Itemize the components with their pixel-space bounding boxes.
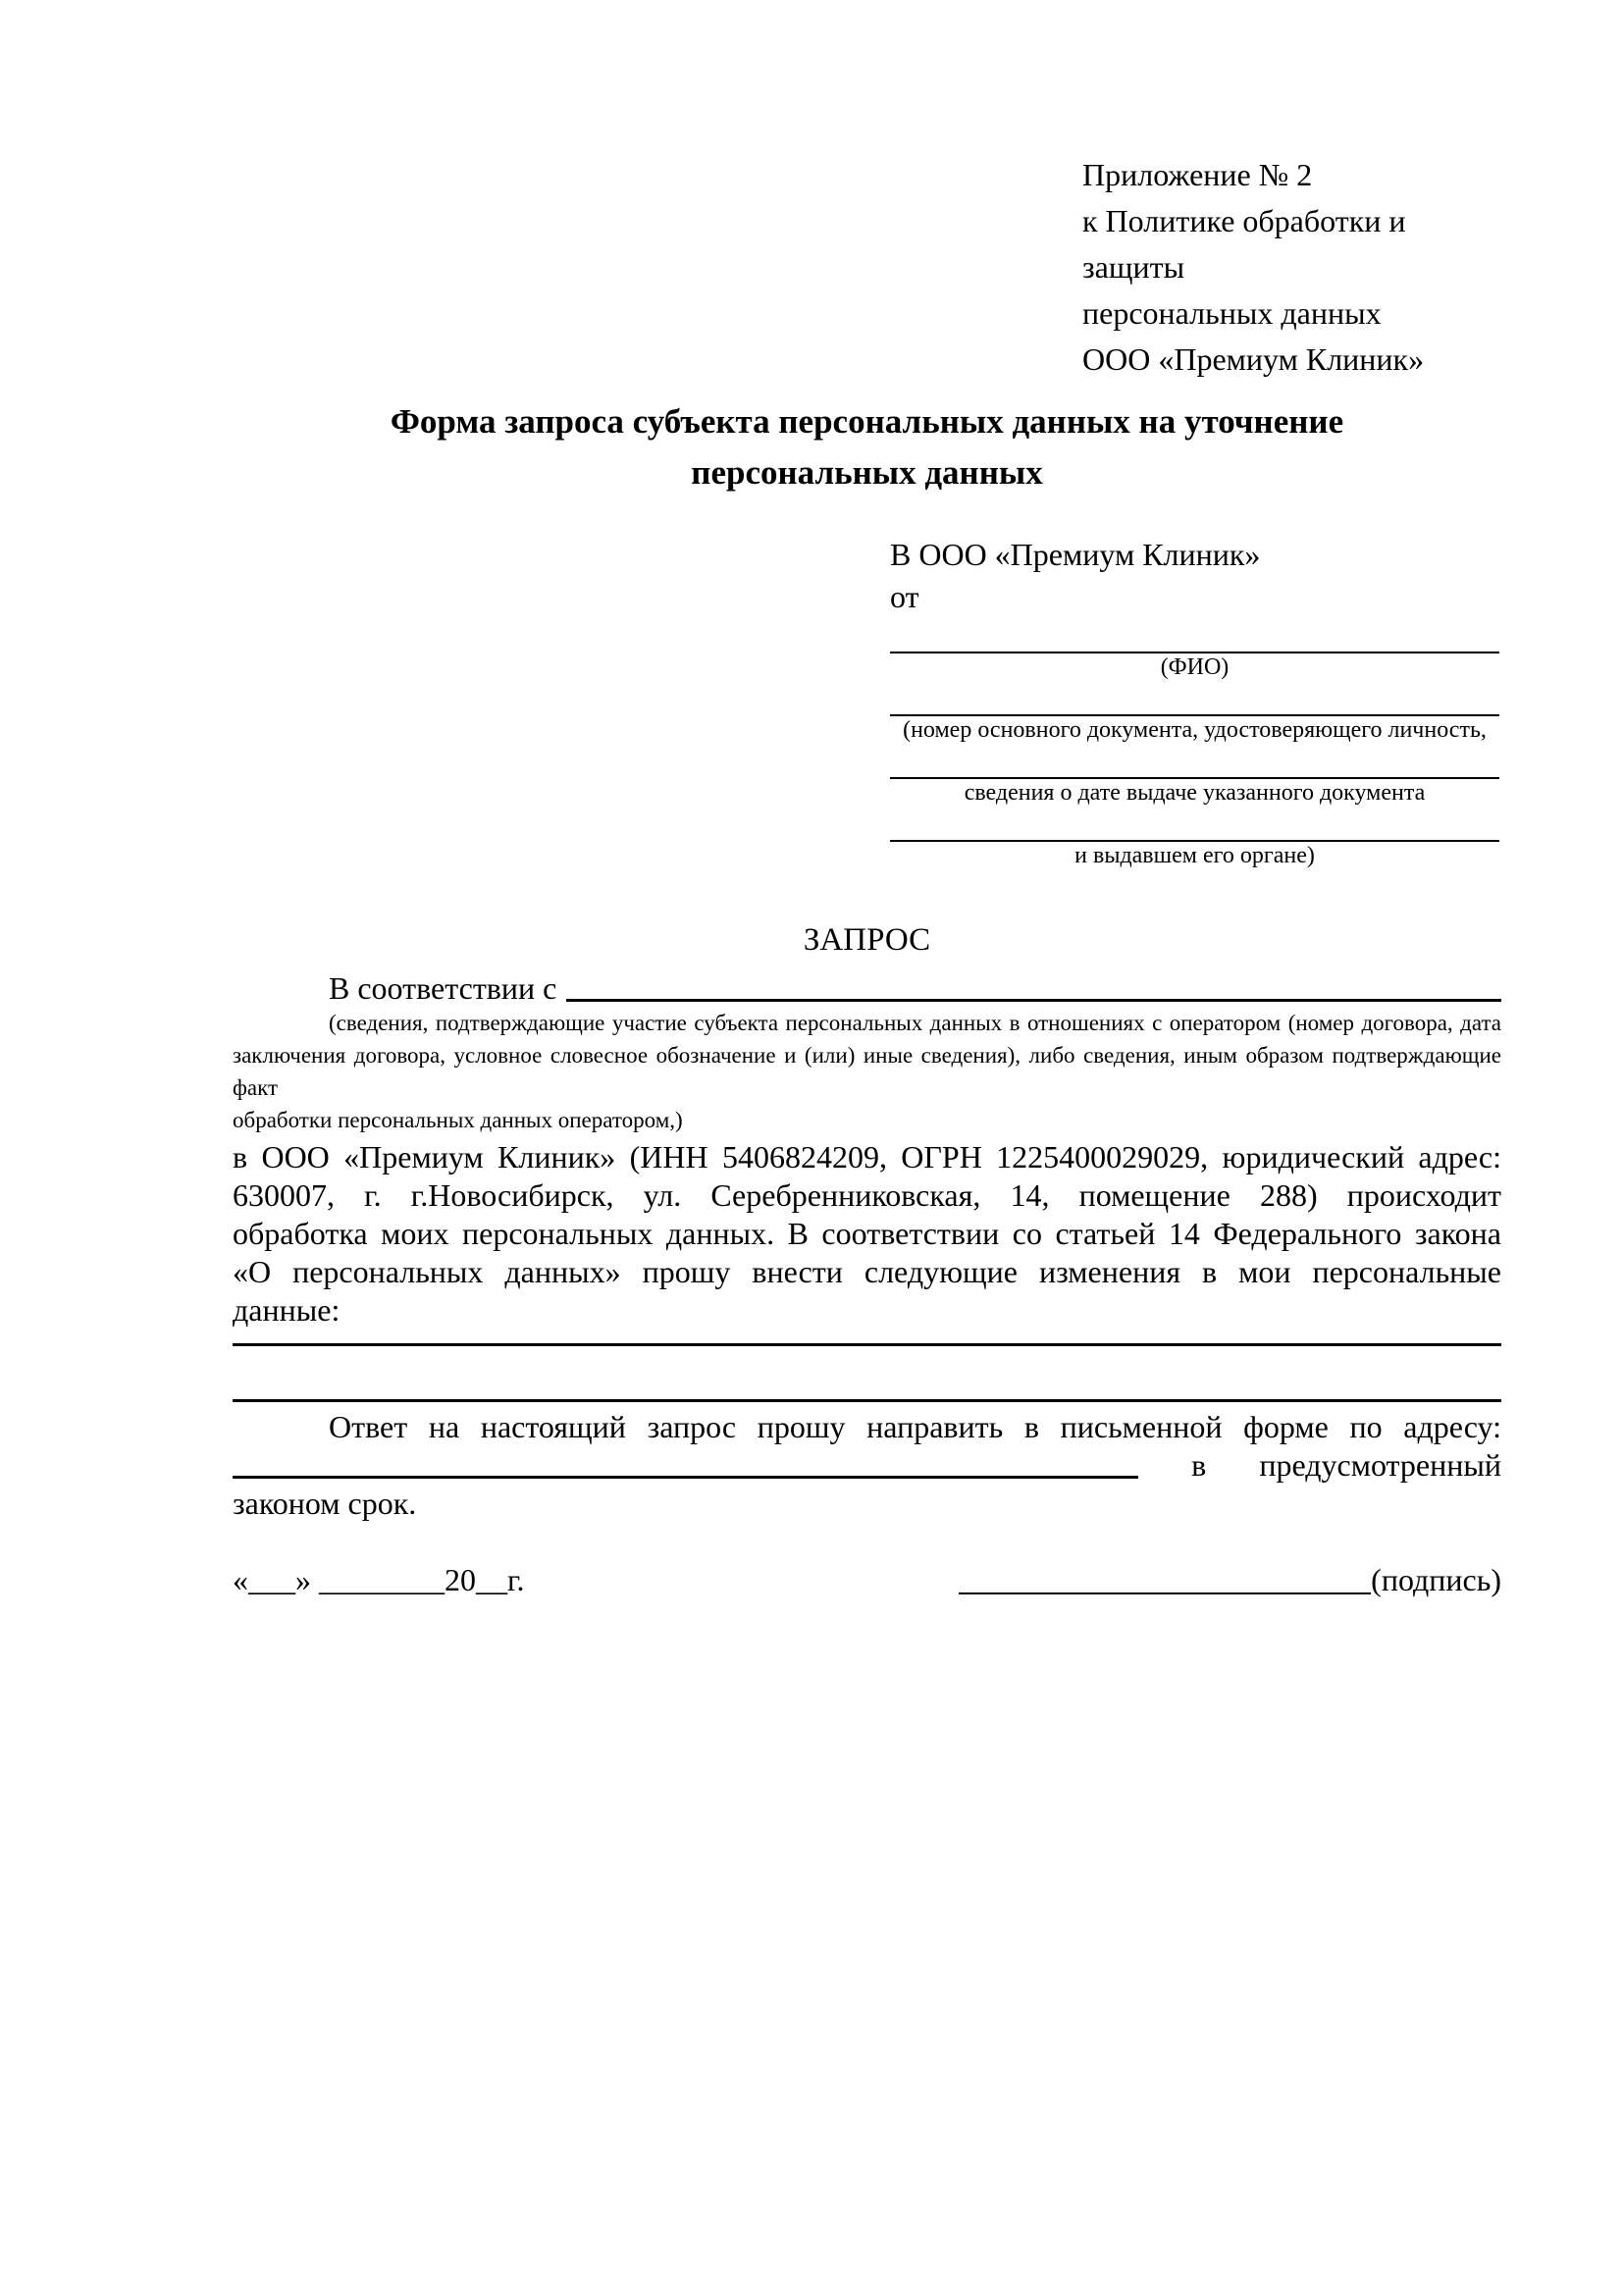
request-heading: ЗАПРОС: [803, 922, 931, 958]
changes-fill-line: [233, 1343, 1501, 1346]
appendix-line: ООО «Премиум Клиник»: [1082, 341, 1425, 377]
signature-fill-line: [959, 1560, 1371, 1594]
document-title: [233, 396, 1501, 498]
date-blank: «___» ________20__г.: [233, 1562, 525, 1597]
issue-date-blank: [890, 777, 1499, 807]
fine-print-line: (сведения, подтверждающие участие субъекта персональных данных в отношениях с оператором (номер договора, дата: [329, 1011, 1501, 1035]
address-fill-line: [233, 1446, 1138, 1479]
fine-print-line: заключения договора, условное словесное обозначение и (или) иные сведения), либо сведения, иным образом подтверждающие факт: [233, 1043, 1501, 1100]
appendix-block: [1082, 152, 1501, 383]
reply-address-line: Ответ на настоящий запрос прошу направить в письменной форме по адресу:: [329, 1409, 1501, 1444]
title-line: персональных данных: [691, 453, 1043, 492]
fill-line-caption: и выдавшем его органе): [1074, 843, 1315, 868]
basis-prefix: В соответствии с: [329, 970, 557, 1006]
date-signature-row: [233, 1560, 1501, 1599]
body-line: обработка моих персональных данных. В соответствии со статьей 14 Федерального закона: [233, 1216, 1501, 1251]
appendix-line: Приложение № 2: [1082, 157, 1313, 192]
reply-word: в: [1191, 1447, 1207, 1483]
signature-block: [959, 1560, 1501, 1599]
appendix-line: персональных данных: [1082, 295, 1382, 331]
body-line: в ООО «Премиум Клиник» (ИНН 5406824209, ОГРН 1225400029029, юридический адрес:: [233, 1139, 1501, 1174]
body-line: 630007, г. г.Новосибирск, ул. Серебренниковская, 14, помещение 288) происходит: [233, 1177, 1501, 1213]
addressee-block: [890, 534, 1499, 869]
reply-closing-line: законом срок.: [233, 1486, 417, 1521]
title-line: Форма запроса субъекта персональных данных на уточнение: [390, 402, 1344, 441]
issuing-authority-blank: [890, 840, 1499, 869]
basis-fill-line: [566, 969, 1501, 1002]
addressee-to: В ООО «Премиум Клиник»: [890, 537, 1261, 572]
fill-line-caption: сведения о дате выдаче указанного документа: [964, 780, 1426, 806]
addressee-from-label: от: [890, 579, 919, 614]
reply-address-blank-row: [233, 1446, 1501, 1485]
fine-print-line: обработки персональных данных оператором,): [233, 1108, 683, 1132]
body-line: данные:: [233, 1292, 340, 1328]
changes-fill-line: [233, 1399, 1501, 1402]
reply-word: предусмотренный: [1259, 1447, 1501, 1483]
request-body: [233, 1138, 1501, 1330]
fio-blank: [890, 652, 1499, 681]
fill-line-caption: (номер основного документа, удостоверяющего личность,: [903, 717, 1487, 743]
fill-line-caption: (ФИО): [1160, 654, 1230, 680]
basis-line: [233, 969, 1501, 1007]
basis-fine-print: [233, 1007, 1501, 1136]
document-number-blank: [890, 714, 1499, 744]
signature-caption: (подпись): [1371, 1562, 1501, 1597]
appendix-line: к Политике обработки и защиты: [1082, 203, 1406, 285]
body-line: «О персональных данных» прошу внести следующие изменения в мои персональные: [233, 1254, 1501, 1289]
